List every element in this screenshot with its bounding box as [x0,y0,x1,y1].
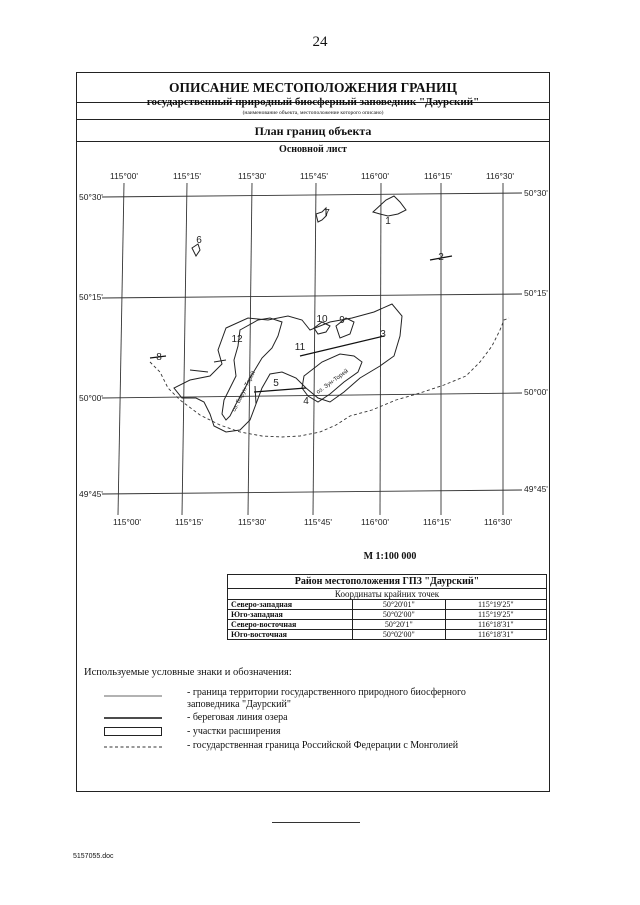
lon-label: 115°45' [299,171,329,181]
lake-label-barun-torey: оз. Барун-Торей [231,370,258,413]
meridian-line [380,183,381,515]
lon-label: 116°15' [422,517,452,527]
parallel-line [102,393,522,398]
footer-filename: 5157055.doc [73,853,114,860]
point-name: Юго-западная [228,610,353,620]
parallel-line [102,193,522,197]
area-number-labels [156,208,444,407]
legend-item-lake-shoreline: - береговая линия озера [187,712,288,723]
table-title: Район местоположения ГПЗ "Даурский" [228,575,547,589]
table-header-row [228,575,547,589]
legend-item-expansion-area: - участки расширения [187,726,281,737]
legend-title: Используемые условные знаки и обозначения: [84,667,292,678]
legend-symbol-expansion-area [104,727,162,737]
lake-label-zun-torey: оз. Зун-Торей [315,368,350,396]
lon-label: 116°00' [360,517,390,527]
area-label: 1 [385,216,391,227]
latitude-labels-left [79,192,103,499]
lon-label: 115°30' [237,171,267,181]
legend-item-reserve-boundary: - граница территории государственного природного биосферного заповедника "Даурский" [187,687,466,710]
expansion-segment [190,370,208,372]
table-row [228,630,547,640]
lat-label: 50°30' [79,192,103,202]
table-row [228,600,547,610]
lat-label: 50°00' [524,387,548,397]
point-latitude: 50°02'00" [353,610,446,620]
longitude-labels-top [110,171,514,181]
table-row [228,620,547,630]
legend-symbol-state-border [104,745,162,749]
divider [77,119,549,120]
lon-label: 115°30' [237,517,267,527]
parallel-line [102,490,522,494]
lat-label: 50°15' [79,292,103,302]
point-longitude: 116°18'31" [445,620,546,630]
footer-divider [272,822,360,823]
point-latitude: 50°20'1" [353,620,446,630]
legend-symbol-reserve-boundary [104,694,162,698]
legend-item-state-border: - государственная граница Российской Федерации с Монголией [187,740,459,751]
lat-label: 50°30' [524,188,548,198]
lon-label: 115°45' [303,517,333,527]
table-subtitle: Координаты крайних точек [228,589,547,600]
area-label: 10 [316,314,328,325]
point-longitude: 115°19'25" [445,610,546,620]
meridian-line [313,183,316,515]
document-title: ОПИСАНИЕ МЕСТОПОЛОЖЕНИЯ ГРАНИЦ [169,80,457,95]
page-number: 24 [312,34,328,50]
area-label: 9 [339,315,345,326]
lon-label: 115°00' [112,517,142,527]
lon-label: 116°00' [360,171,390,181]
meridian-line [248,183,252,515]
expansion-segment [255,386,256,404]
lat-label: 49°45' [79,489,103,499]
point-latitude: 50°02'00" [353,630,446,640]
area-label: 6 [196,235,202,246]
point-name: Северо-западная [228,600,353,610]
table-subheader-row [228,589,547,600]
lat-label: 50°00' [79,393,103,403]
lon-label: 115°15' [172,171,202,181]
reserve-area-1 [373,196,406,216]
point-longitude: 115°19'25" [445,600,546,610]
point-name: Юго-восточная [228,630,353,640]
reserve-main-area [174,304,402,432]
boundary-map [76,156,550,536]
lon-label: 115°15' [174,517,204,527]
area-label: 2 [438,252,444,263]
area-label: 7 [324,208,330,219]
area-label: 4 [303,396,309,407]
map-scale: М 1:100 000 [363,551,417,562]
document-subcaption: (наименование объекта, местоположение которого описано) [242,110,384,116]
point-name: Северо-восточная [228,620,353,630]
area-label: 12 [231,334,243,345]
coordinates-table [227,574,547,640]
plan-title: План границ объекта [254,124,372,138]
lat-label: 50°15' [524,288,548,298]
meridian-line [118,183,124,515]
divider [77,141,549,142]
expansion-lines [150,256,452,392]
area-label: 8 [156,352,162,363]
lon-label: 116°30' [483,517,513,527]
lat-label: 49°45' [524,484,548,494]
expansion-segment [214,360,226,362]
legend-symbol-lake-shoreline [104,716,162,720]
lon-label: 116°15' [423,171,453,181]
sheet-title: Основной лист [279,144,347,155]
lon-label: 115°00' [109,171,139,181]
point-longitude: 116°18'31" [445,630,546,640]
meridian-line [182,183,187,515]
latitude-labels-right [524,188,548,494]
area-label: 5 [273,378,279,389]
table-row [228,610,547,620]
point-latitude: 50°20'01" [353,600,446,610]
document-subtitle: государственный природный биосферный заповедник "Даурский" [146,96,480,108]
lake-labels [231,368,350,413]
area-label: 11 [294,342,306,353]
longitude-labels-bottom [113,517,512,527]
expansion-segment [300,336,384,356]
parallel-line [102,294,522,298]
area-label: 3 [380,329,386,340]
graticule [102,183,522,515]
lon-label: 116°30' [485,171,515,181]
